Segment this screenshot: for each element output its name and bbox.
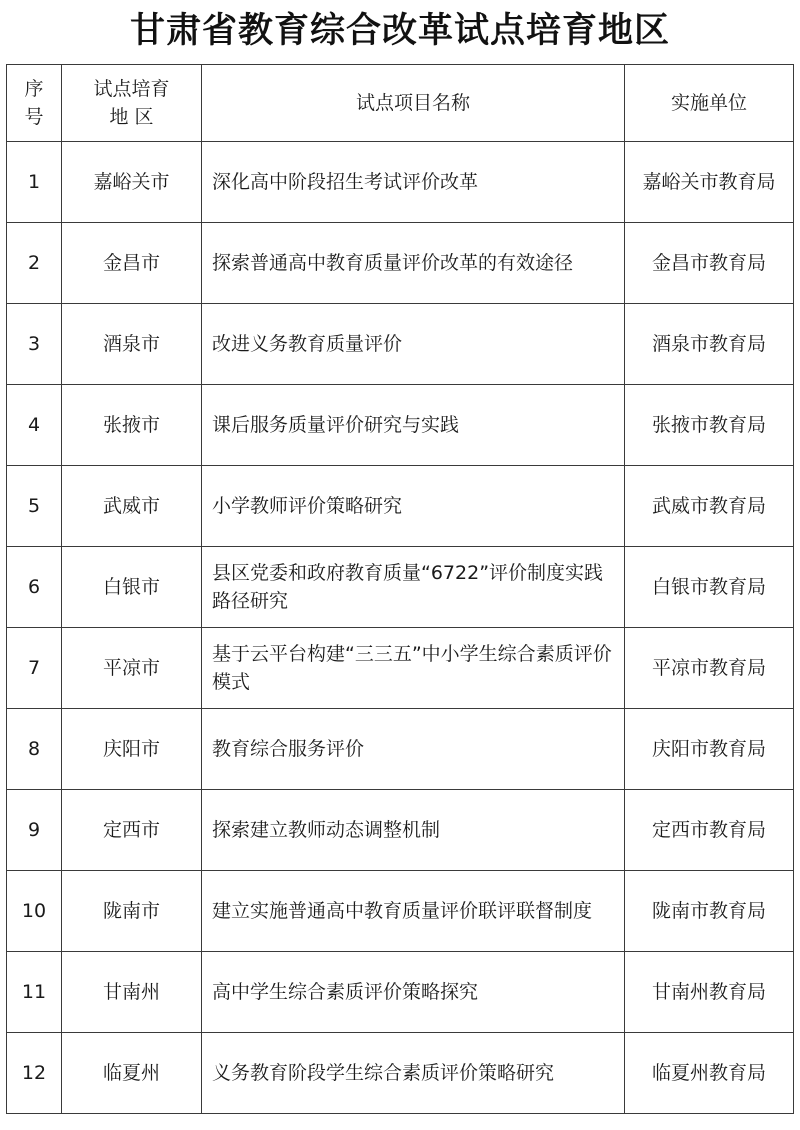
row-project: 深化高中阶段招生考试评价改革: [202, 142, 625, 223]
row-unit: 酒泉市教育局: [625, 304, 794, 385]
row-unit: 庆阳市教育局: [625, 709, 794, 790]
row-project: 探索建立教师动态调整机制: [202, 790, 625, 871]
row-project: 探索普通高中教育质量评价改革的有效途径: [202, 223, 625, 304]
row-region: 甘南州: [62, 952, 202, 1033]
pilot-regions-table: [6, 64, 794, 1114]
table-row: [7, 790, 794, 871]
row-project: 小学教师评价策略研究: [202, 466, 625, 547]
row-unit: 甘南州教育局: [625, 952, 794, 1033]
table-row: [7, 304, 794, 385]
table-header: [7, 65, 794, 142]
row-no: 4: [7, 385, 62, 466]
table-row: [7, 547, 794, 628]
header-unit: 实施单位: [625, 65, 794, 142]
row-no: 10: [7, 871, 62, 952]
table-row: [7, 466, 794, 547]
row-no: 7: [7, 628, 62, 709]
row-project: 基于云平台构建“三三五”中小学生综合素质评价模式: [202, 628, 625, 709]
header-project: 试点项目名称: [202, 65, 625, 142]
row-region: 金昌市: [62, 223, 202, 304]
row-no: 11: [7, 952, 62, 1033]
row-region: 平凉市: [62, 628, 202, 709]
table-row: [7, 952, 794, 1033]
table-row: [7, 385, 794, 466]
row-unit: 白银市教育局: [625, 547, 794, 628]
table-row: [7, 142, 794, 223]
row-project: 义务教育阶段学生综合素质评价策略研究: [202, 1033, 625, 1114]
row-no: 8: [7, 709, 62, 790]
row-project: 高中学生综合素质评价策略探究: [202, 952, 625, 1033]
row-project: 建立实施普通高中教育质量评价联评联督制度: [202, 871, 625, 952]
row-region: 庆阳市: [62, 709, 202, 790]
row-region: 酒泉市: [62, 304, 202, 385]
row-region: 白银市: [62, 547, 202, 628]
table-row: [7, 628, 794, 709]
row-no: 6: [7, 547, 62, 628]
row-project: 改进义务教育质量评价: [202, 304, 625, 385]
table-row: [7, 1033, 794, 1114]
header-row: [7, 65, 794, 142]
row-unit: 定西市教育局: [625, 790, 794, 871]
row-no: 3: [7, 304, 62, 385]
table-row: [7, 871, 794, 952]
row-no: 1: [7, 142, 62, 223]
header-region: [62, 65, 202, 142]
row-project: 教育综合服务评价: [202, 709, 625, 790]
document-title: 甘肃省教育综合改革试点培育地区: [129, 11, 670, 51]
table-body: [7, 142, 794, 1114]
row-unit: 张掖市教育局: [625, 385, 794, 466]
row-no: 2: [7, 223, 62, 304]
table-row: [7, 223, 794, 304]
row-region: 嘉峪关市: [62, 142, 202, 223]
header-region-label: 试点培育地 区: [93, 78, 170, 128]
row-region: 定西市: [62, 790, 202, 871]
row-project: 县区党委和政府教育质量“6722”评价制度实践路径研究: [202, 547, 625, 628]
row-project: 课后服务质量评价研究与实践: [202, 385, 625, 466]
table-row: [7, 709, 794, 790]
header-no: [7, 65, 62, 142]
row-unit: 平凉市教育局: [625, 628, 794, 709]
header-no-label: 序号: [24, 78, 44, 128]
row-unit: 陇南市教育局: [625, 871, 794, 952]
row-unit: 金昌市教育局: [625, 223, 794, 304]
row-region: 陇南市: [62, 871, 202, 952]
row-unit: 嘉峪关市教育局: [625, 142, 794, 223]
row-no: 5: [7, 466, 62, 547]
row-region: 张掖市: [62, 385, 202, 466]
row-region: 临夏州: [62, 1033, 202, 1114]
row-unit: 临夏州教育局: [625, 1033, 794, 1114]
row-unit: 武威市教育局: [625, 466, 794, 547]
row-no: 9: [7, 790, 62, 871]
row-region: 武威市: [62, 466, 202, 547]
row-no: 12: [7, 1033, 62, 1114]
